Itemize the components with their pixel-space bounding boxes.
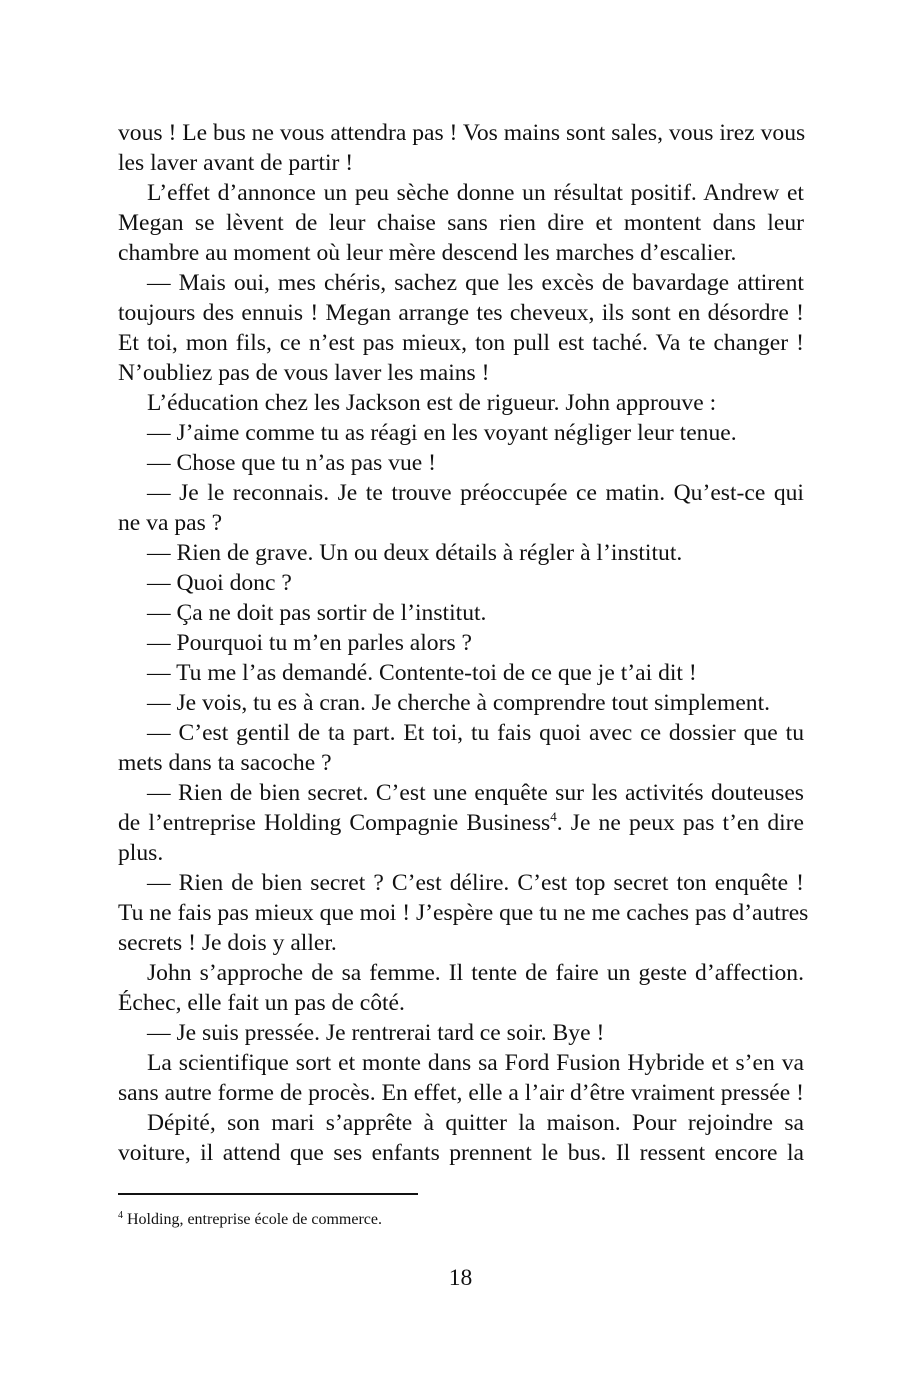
text-line [118,658,804,688]
line-text: Et toi, mon fils, ce n’est pas mieux, ton pull est taché. Va te changer ! [118,330,804,356]
text-line [118,598,804,628]
line-text: mets dans ta sacoche ? [118,750,332,776]
text-line [118,538,804,568]
text-line [118,568,804,598]
line-text: N’oubliez pas de vous laver les mains ! [118,360,490,386]
line-text: — Je le reconnais. Je te trouve préoccupée ce matin. Qu’est-ce qui [147,480,804,506]
footnote-reference: 4 [550,809,557,824]
line-text: — Pourquoi tu m’en parles alors ? [147,630,473,656]
text-line [118,1018,804,1048]
text-line [118,298,804,328]
line-text: ne va pas ? [118,510,223,536]
line-text: — Je vois, tu es à cran. Je cherche à comprendre tout simplement. [147,690,771,716]
line-text: Dépité, son mari s’apprête à quitter la maison. Pour rejoindre sa [147,1110,804,1136]
line-text: — Ça ne doit pas sortir de l’institut. [147,600,487,626]
line-text: chambre au moment où leur mère descend les marches d’escalier. [118,240,737,266]
line-text: La scientifique sort et monte dans sa Ford Fusion Hybride et s’en va [147,1050,804,1076]
text-line [118,1078,804,1108]
text-line [118,868,804,898]
text-line [118,148,804,178]
line-text: voiture, il attend que ses enfants prennent le bus. Il ressent encore la [118,1140,804,1166]
text-line [118,238,804,268]
line-text: — Tu me l’as demandé. Contente-toi de ce que je t’ai dit ! [147,660,697,686]
text-line [118,118,804,148]
line-text: plus. [118,840,164,866]
text-line [118,898,809,928]
line-text: — Rien de grave. Un ou deux détails à régler à l’institut. [147,540,683,566]
text-line [118,328,804,358]
text-line [118,628,804,658]
text-line [118,988,804,1018]
line-text: — J’aime comme tu as réagi en les voyant négliger leur tenue. [147,420,737,446]
text-line [118,508,804,538]
line-text: — Mais oui, mes chéris, sachez que les excès de bavardage attirent [147,270,804,296]
footnote [118,1208,382,1232]
text-line [118,388,804,418]
line-text: John s’approche de sa femme. Il tente de faire un geste d’affection. [147,960,804,986]
text-line [118,748,804,778]
line-text: sans autre forme de procès. En effet, elle a l’air d’être vraiment pressée ! [118,1080,804,1106]
text-line [118,808,804,838]
line-text: les laver avant de partir ! [118,150,354,176]
line-text: Megan se lèvent de leur chaise sans rien dire et montent dans leur [118,210,804,236]
line-text: — Rien de bien secret ? C’est délire. C’est top secret ton enquête ! [147,870,804,896]
line-text: de l’entreprise Holding Compagnie Business [118,810,551,836]
footnote-separator [118,1193,418,1195]
text-line [118,1108,804,1138]
text-line [118,718,804,748]
line-text: — Quoi donc ? [147,570,292,596]
text-line [118,928,804,958]
text-line [118,958,804,988]
page-body [118,118,809,1168]
line-text: secrets ! Je dois y aller. [118,930,337,956]
text-line [118,778,804,808]
text-line [118,448,804,478]
line-text: — Rien de bien secret. C’est une enquête sur les activités douteuses [147,780,804,806]
line-text: — C’est gentil de ta part. Et toi, tu fais quoi avec ce dossier que tu [147,720,804,746]
footnote-text: Holding, entreprise école de commerce. [123,1211,382,1228]
text-line [118,268,804,298]
line-text: Échec, elle fait un pas de côté. [118,990,405,1016]
line-text: toujours des ennuis ! Megan arrange tes cheveux, ils sont en désordre ! [118,300,804,326]
page-number: 18 [448,1265,473,1291]
line-text: — Je suis pressée. Je rentrerai tard ce soir. Bye ! [147,1020,605,1046]
text-line [118,1138,804,1168]
text-line [118,1048,804,1078]
text-line [118,838,804,868]
text-line [118,208,804,238]
line-text: Tu ne fais pas mieux que moi ! J’espère que tu ne me caches pas d’autres [118,900,809,926]
text-line [118,688,804,718]
line-text-continued: . Je ne peux pas t’en dire [556,810,804,836]
line-text: — Chose que tu n’as pas vue ! [147,450,436,476]
text-line [118,358,804,388]
line-text: L’effet d’annonce un peu sèche donne un résultat positif. Andrew et [147,180,804,206]
text-line [118,178,804,208]
line-text: vous ! Le bus ne vous attendra pas ! Vos mains sont sales, vous irez vous [118,120,806,146]
text-line [118,478,804,508]
text-line [118,418,804,448]
line-text: L’éducation chez les Jackson est de rigueur. John approuve : [147,390,717,416]
footnote-marker: 4 [118,1210,123,1221]
